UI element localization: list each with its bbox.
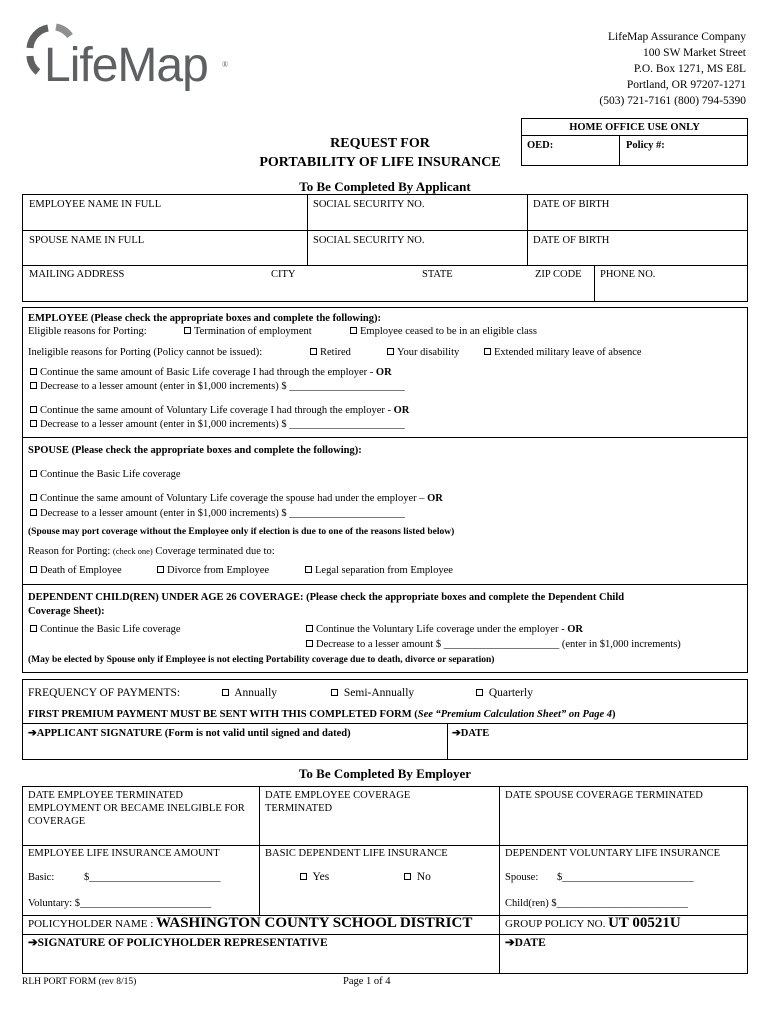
spouse-reason-label: Reason for Porting: (check one) Coverage terminated due to: [28, 546, 275, 557]
disability-option[interactable]: Your disability [387, 346, 459, 359]
annually-option[interactable]: Annually [222, 686, 277, 700]
spouse-heading: SPOUSE (Please check the appropriate boxes and complete the following): [28, 445, 362, 456]
death-option[interactable]: Death of Employee [30, 564, 122, 577]
policyholder-signature-field[interactable]: ➔SIGNATURE OF POLICYHOLDER REPRESENTATIVE [28, 937, 328, 949]
company-phone: (503) 721-7161 (800) 794-5390 [599, 95, 746, 107]
checkbox[interactable] [476, 689, 483, 696]
company-pobox: P.O. Box 1271, MS E8L [633, 63, 746, 75]
basic-amount-label: Basic: [28, 872, 55, 883]
company-address [599, 29, 746, 109]
children-heading: DEPENDENT CHILD(REN) UNDER AGE 26 COVERAGE: (Please check the appropriate boxes and complete the Dependent Child [28, 592, 625, 603]
checkbox[interactable] [306, 625, 313, 632]
phone-field[interactable]: PHONE NO. [600, 269, 656, 280]
checkbox[interactable] [157, 566, 164, 573]
employee-vol-decrease-option[interactable]: Decrease to a lesser amount (enter in $1,000 increments) $ ______________________ [30, 418, 405, 431]
policyholder-date-field[interactable]: ➔DATE [505, 937, 546, 949]
spouse-amount-field[interactable]: $_________________________ [557, 872, 694, 883]
oed-field[interactable]: OED: [527, 140, 554, 151]
checkbox[interactable] [30, 368, 37, 375]
city-field[interactable]: CITY [271, 269, 296, 280]
checkbox[interactable] [184, 327, 191, 334]
date-spouse-terminated-field[interactable]: DATE SPOUSE COVERAGE TERMINATED [505, 790, 703, 801]
checkbox[interactable] [30, 494, 37, 501]
children-note: (May be elected by Spouse only if Employee is not electing Portability coverage due to death, divorce or separation) [28, 655, 495, 665]
retired-option[interactable]: Retired [310, 346, 351, 359]
home-office-title: HOME OFFICE USE ONLY [569, 122, 700, 133]
checkbox[interactable] [331, 689, 338, 696]
page-title: REQUEST FOR PORTABILITY OF LIFE INSURANCE [259, 136, 501, 170]
eligible-reasons-label: Eligible reasons for Porting: [28, 326, 147, 337]
coverage-elections-section [22, 307, 748, 673]
checkbox[interactable] [387, 348, 394, 355]
checkbox[interactable] [30, 382, 37, 389]
employee-vol-continue-option[interactable]: Continue the same amount of Voluntary Life coverage I had through the employer - OR [30, 404, 409, 417]
form-number: RLH PORT FORM (rev 8/15) [22, 977, 137, 987]
employee-ssn-field[interactable]: SOCIAL SECURITY NO. [313, 199, 425, 210]
basic-dependent-no-option[interactable]: No [404, 870, 431, 884]
checkbox[interactable] [310, 348, 317, 355]
applicant-info-table [22, 194, 748, 302]
quarterly-option[interactable]: Quarterly [476, 686, 533, 700]
checkbox[interactable] [350, 327, 357, 334]
frequency-label: FREQUENCY OF PAYMENTS: [28, 687, 181, 699]
checkbox[interactable] [30, 625, 37, 632]
mailing-address-field[interactable]: MAILING ADDRESS [29, 269, 125, 280]
checkbox[interactable] [484, 348, 491, 355]
checkbox[interactable] [305, 566, 312, 573]
employee-dob-field[interactable]: DATE OF BIRTH [533, 199, 610, 210]
spouse-ssn-field[interactable]: SOCIAL SECURITY NO. [313, 235, 425, 246]
basic-dependent-yes-option[interactable]: Yes [300, 870, 329, 884]
voluntary-amount-field[interactable]: Voluntary: $_________________________ [28, 898, 212, 909]
company-name: LifeMap Assurance Company [608, 31, 746, 43]
checkbox[interactable] [30, 420, 37, 427]
group-policy-number: GROUP POLICY NO. UT 00521U [505, 915, 681, 931]
spouse-vol-decrease-option[interactable]: Decrease to a lesser amount (enter in $1,000 increments) $ ______________________ [30, 507, 405, 520]
applicant-date-field[interactable]: ➔DATE [452, 728, 490, 739]
checkbox[interactable] [300, 873, 307, 880]
separation-option[interactable]: Legal separation from Employee [305, 564, 453, 577]
page-number: Page 1 of 4 [343, 976, 391, 987]
spouse-amount-label: Spouse: [505, 872, 539, 883]
employee-basic-continue-option[interactable]: Continue the same amount of Basic Life coverage I had through the employer - OR [30, 366, 392, 379]
checkbox[interactable] [404, 873, 411, 880]
spouse-note: (Spouse may port coverage without the Employee only if election is due to one of the reasons listed below) [28, 527, 455, 537]
first-premium-notice: FIRST PREMIUM PAYMENT MUST BE SENT WITH THIS COMPLETED FORM (See “Premium Calculation Sheet” on Page 4) [28, 709, 616, 720]
spouse-vol-continue-option[interactable]: Continue the same amount of Voluntary Life coverage the spouse had under the employer – OR [30, 492, 443, 505]
employer-heading: To Be Completed By Employer [298, 766, 472, 781]
dependent-voluntary-label: DEPENDENT VOLUNTARY LIFE INSURANCE [505, 848, 721, 859]
children-heading-cont: Coverage Sheet): [28, 606, 105, 617]
semi-annually-option[interactable]: Semi-Annually [331, 686, 414, 700]
military-leave-option[interactable]: Extended military leave of absence [484, 346, 642, 359]
basic-amount-field[interactable]: $_________________________ [84, 872, 221, 883]
employee-heading: EMPLOYEE (Please check the appropriate boxes and complete the following): [28, 313, 381, 324]
children-vol-continue-option[interactable]: Continue the Voluntary Life coverage under the employer - OR [306, 623, 583, 636]
date-coverage-terminated-field[interactable]: DATE EMPLOYEE COVERAGE TERMINATED [265, 790, 411, 814]
ceased-class-option[interactable]: Employee ceased to be in an eligible class [350, 325, 537, 338]
company-street: 100 SW Market Street [643, 47, 746, 59]
spouse-basic-option[interactable]: Continue the Basic Life coverage [30, 468, 181, 481]
checkbox[interactable] [222, 689, 229, 696]
logo-text: LifeMap [44, 39, 208, 92]
applicant-signature-field[interactable]: ➔APPLICANT SIGNATURE (Form is not valid until signed and dated) [28, 728, 351, 739]
checkbox[interactable] [30, 470, 37, 477]
spouse-name-field[interactable]: SPOUSE NAME IN FULL [29, 235, 145, 246]
spouse-dob-field[interactable]: DATE OF BIRTH [533, 235, 610, 246]
divorce-option[interactable]: Divorce from Employee [157, 564, 269, 577]
policyholder-name: POLICYHOLDER NAME : WASHINGTON COUNTY SCHOOL DISTRICT [28, 915, 473, 931]
checkbox[interactable] [30, 566, 37, 573]
applicant-heading: To Be Completed By Applicant [299, 179, 471, 194]
date-employee-terminated-field[interactable]: DATE EMPLOYEE TERMINATED EMPLOYMENT OR BECAME INELGIBLE FOR COVERAGE [28, 790, 245, 827]
children-basic-option[interactable]: Continue the Basic Life coverage [30, 623, 181, 636]
children-amount-field[interactable]: Child(ren) $_________________________ [505, 898, 688, 909]
employee-name-field[interactable]: EMPLOYEE NAME IN FULL [29, 199, 162, 210]
checkbox[interactable] [30, 406, 37, 413]
zip-field[interactable]: ZIP CODE [535, 269, 582, 280]
checkbox[interactable] [30, 509, 37, 516]
termination-option[interactable]: Termination of employment [184, 325, 312, 338]
home-office-box [521, 118, 748, 166]
company-city: Portland, OR 97207-1271 [626, 79, 746, 91]
checkbox[interactable] [306, 640, 313, 647]
ineligible-reasons-label: Ineligible reasons for Porting (Policy cannot be issued): [28, 347, 263, 358]
logo-registered: ® [222, 60, 229, 69]
policy-number-field[interactable]: Policy #: [626, 140, 665, 151]
employee-life-amount-label: EMPLOYEE LIFE INSURANCE AMOUNT [28, 848, 220, 859]
children-vol-decrease-option[interactable]: Decrease to a lesser amount $ ______________________ (enter in $1,000 increments) [306, 638, 681, 651]
basic-dependent-label: BASIC DEPENDENT LIFE INSURANCE [265, 848, 448, 859]
state-field[interactable]: STATE [422, 269, 453, 280]
employee-basic-decrease-option[interactable]: Decrease to a lesser amount (enter in $1,000 increments) $ ______________________ [30, 380, 405, 393]
